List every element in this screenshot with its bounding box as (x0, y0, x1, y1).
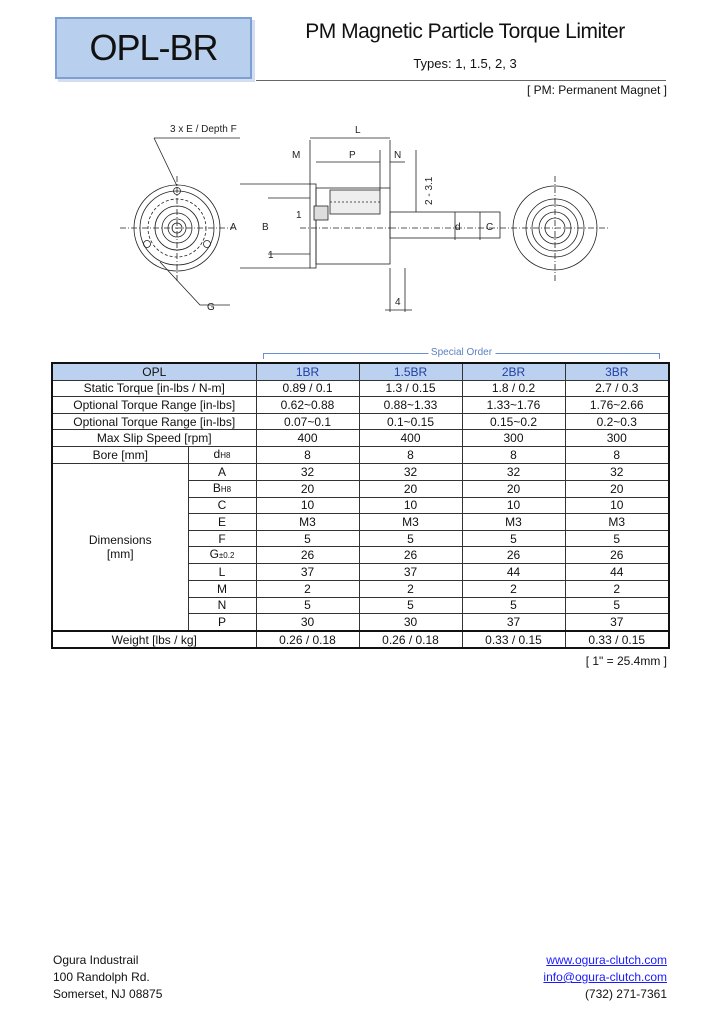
model-title-box: OPL-BR (55, 17, 252, 79)
row-label: Optional Torque Range [in-lbs] (52, 413, 256, 430)
row-bore (52, 446, 669, 463)
cell: 26 (462, 547, 565, 564)
cell: 300 (565, 430, 669, 447)
cell: 37 (565, 614, 669, 631)
sub-label: M (188, 580, 256, 597)
cell: 0.1~0.15 (359, 413, 462, 430)
sub-label-text: G (209, 547, 219, 562)
cell: 2 (462, 580, 565, 597)
col-header-3br: 3BR (565, 363, 669, 380)
header-divider (256, 80, 666, 81)
label-C: C (486, 222, 494, 233)
right-end-view (500, 176, 610, 282)
cell: 32 (359, 463, 462, 480)
label-3xE: 3 x E / Depth F (170, 124, 237, 135)
cell: 26 (359, 547, 462, 564)
col-header-1-5br: 1.5BR (359, 363, 462, 380)
cell: 2 (359, 580, 462, 597)
cell: 10 (462, 497, 565, 514)
row-max-slip (52, 430, 669, 447)
row-optional-range-lbs (52, 397, 669, 414)
label-1a: 1 (296, 210, 302, 221)
side-section-view (240, 138, 500, 312)
cell: 5 (256, 597, 359, 614)
cell: 26 (256, 547, 359, 564)
cell: 0.88~1.33 (359, 397, 462, 414)
cell: 32 (256, 463, 359, 480)
table-header-row (52, 363, 669, 380)
pm-note: [ PM: Permanent Magnet ] (526, 83, 667, 97)
cell: 2 (565, 580, 669, 597)
row-label: Weight [lbs / kg] (52, 631, 256, 649)
cell: 1.3 / 0.15 (359, 380, 462, 397)
sub-label-text: B (212, 480, 221, 495)
cell: 0.89 / 0.1 (256, 380, 359, 397)
cell: 44 (462, 564, 565, 581)
sub-label (188, 480, 256, 497)
col-header-2br: 2BR (462, 363, 565, 380)
cell: 5 (565, 597, 669, 614)
dimensions-label-2: [mm] (106, 546, 134, 561)
row-optional-range-nm (52, 413, 669, 430)
sub-label: E (188, 514, 256, 531)
cell: 8 (256, 446, 359, 463)
row-label: Bore [mm] (52, 446, 188, 463)
special-order-bracket (263, 347, 660, 361)
sub-label (188, 547, 256, 564)
phone-number: (732) 271-7361 (584, 987, 667, 1001)
cell: 5 (462, 597, 565, 614)
cell: 32 (462, 463, 565, 480)
cell: 5 (359, 530, 462, 547)
cell: 26 (565, 547, 669, 564)
cell: 0.26 / 0.18 (256, 631, 359, 649)
cell: 20 (565, 480, 669, 497)
cell: 0.62~0.88 (256, 397, 359, 414)
dimensions-label (52, 463, 188, 630)
label-L: L (355, 125, 361, 136)
cell: 20 (462, 480, 565, 497)
cell: 30 (359, 614, 462, 631)
cell: 10 (565, 497, 669, 514)
sub-label-suffix: ±0.2 (218, 551, 235, 561)
cell: 8 (565, 446, 669, 463)
label-N: N (394, 150, 402, 161)
cell: 44 (565, 564, 669, 581)
cell: 5 (256, 530, 359, 547)
cell: 0.07~0.1 (256, 413, 359, 430)
cell: 37 (462, 614, 565, 631)
cell: 400 (256, 430, 359, 447)
cell: 1.33~1.76 (462, 397, 565, 414)
page-title: PM Magnetic Particle Torque Limiter (305, 20, 625, 43)
label-G: G (207, 302, 215, 313)
row-dim-a (52, 463, 669, 480)
types-subtitle: Types: 1, 1.5, 2, 3 (413, 56, 517, 71)
label-P: P (349, 150, 356, 161)
technical-drawing (0, 110, 720, 325)
cell: M3 (256, 514, 359, 531)
cell: 32 (565, 463, 669, 480)
cell: 300 (462, 430, 565, 447)
label-d: d (455, 222, 461, 233)
cell: 1.76~2.66 (565, 397, 669, 414)
cell: 0.15~0.2 (462, 413, 565, 430)
email-link[interactable]: info@ogura-clutch.com (543, 970, 667, 984)
cell: 2 (256, 580, 359, 597)
cell: 10 (359, 497, 462, 514)
sub-label-suffix: H8 (220, 484, 232, 494)
street-address: 100 Randolph Rd. (53, 970, 150, 984)
cell: 20 (256, 480, 359, 497)
col-header-opl: OPL (52, 363, 256, 380)
cell: 37 (359, 564, 462, 581)
row-static-torque (52, 380, 669, 397)
label-A: A (230, 222, 237, 233)
sub-label-suffix: H8 (220, 450, 231, 460)
sub-label: L (188, 564, 256, 581)
sub-label: C (188, 497, 256, 514)
footer-contact (543, 952, 667, 1003)
cell: 0.33 / 0.15 (462, 631, 565, 649)
inch-conversion-note: [ 1" = 25.4mm ] (585, 654, 667, 668)
cell: 10 (256, 497, 359, 514)
label-1b: 1 (268, 250, 274, 261)
cell: 1.8 / 0.2 (462, 380, 565, 397)
cell: 400 (359, 430, 462, 447)
sub-label: N (188, 597, 256, 614)
cell: 0.26 / 0.18 (359, 631, 462, 649)
specifications-table (51, 362, 670, 649)
cell: 5 (359, 597, 462, 614)
cell: 2.7 / 0.3 (565, 380, 669, 397)
city-address: Somerset, NJ 08875 (53, 987, 163, 1001)
cell: M3 (462, 514, 565, 531)
cell: 8 (359, 446, 462, 463)
cell: 5 (462, 530, 565, 547)
website-link[interactable]: www.ogura-clutch.com (546, 953, 667, 967)
row-label: Optional Torque Range [in-lbs] (52, 397, 256, 414)
sub-label (188, 446, 256, 463)
label-M: M (292, 150, 301, 161)
cell: 0.2~0.3 (565, 413, 669, 430)
sub-label: P (188, 614, 256, 631)
cell: 37 (256, 564, 359, 581)
dimensions-label-1: Dimensions (88, 532, 152, 547)
row-weight (52, 631, 669, 649)
cell: 8 (462, 446, 565, 463)
col-header-1br: 1BR (256, 363, 359, 380)
cell: M3 (565, 514, 669, 531)
special-order-label: Special Order (428, 347, 495, 358)
cell: 20 (359, 480, 462, 497)
sub-label-text: d (213, 446, 221, 461)
label-angle: 2 - 3.1 (424, 176, 435, 205)
row-label: Static Torque [in-lbs / N-m] (52, 380, 256, 397)
cell: 0.33 / 0.15 (565, 631, 669, 649)
sub-label: A (188, 463, 256, 480)
cell: 5 (565, 530, 669, 547)
label-B: B (262, 222, 269, 233)
company-name: Ogura Industrail (53, 953, 139, 967)
cell: 30 (256, 614, 359, 631)
label-4: 4 (395, 297, 401, 308)
left-end-view (120, 138, 240, 305)
row-label: Max Slip Speed [rpm] (52, 430, 256, 447)
cell: M3 (359, 514, 462, 531)
footer-address (53, 952, 162, 1003)
sub-label: F (188, 530, 256, 547)
